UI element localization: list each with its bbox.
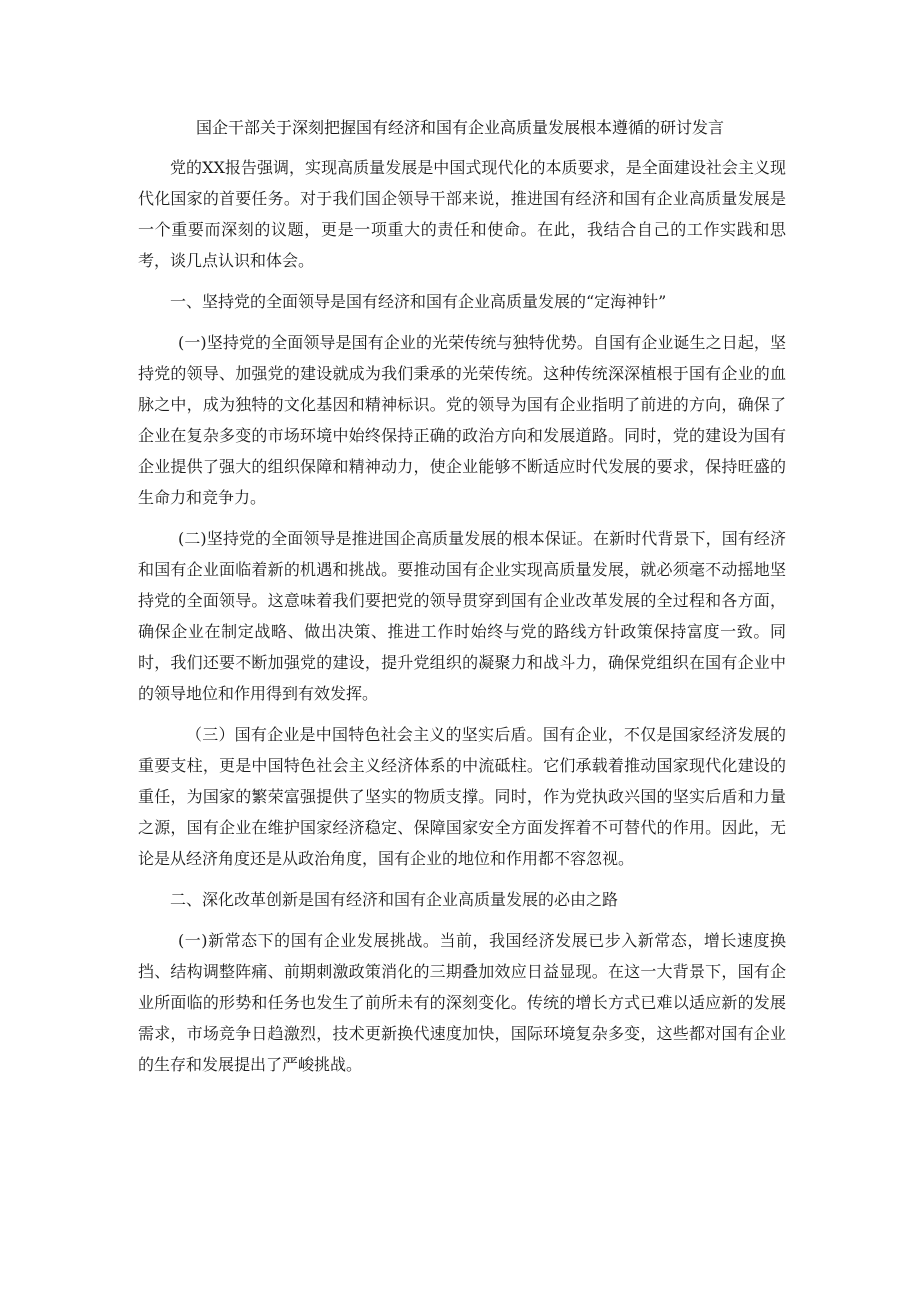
subsection-1-2: (二)坚持党的全面领导是推进国企高质量发展的根本保证。在新时代背景下，国有经济和国有企业面临着新的机遇和挑战。要推动国有企业实现高质量发展，就必须毫不动摇地坚持党的全面领导。这意味着我们要把党的领导贯穿到国有企业改革发展的全过程和各方面，确保企业在制定战略、做出决策、推进工作时始终与党的路线方针政策保持富度一致。同时，我们还要不断加强党的建设，提升党组织的凝聚力和战斗力，确保党组织在国有企业中的领导地位和作用得到有效发挥。 [138, 529, 786, 703]
subsection-2-1: (一)新常态下的国有企业发展挑战。当前，我国经济发展已步入新常态，增长速度换挡、结构调整阵痛、前期刺激政策消化的三期叠加效应日益显现。在这一大背景下，国有企业所面临的形势和任务也发生了前所未有的深刻变化。传统的增长方式已难以适应新的发展需求，市场竞争日趋激烈，技术更新换代速度加快，国际环境复杂多变，这些都对国有企业的生存和发展提出了严峻挑战。 [138, 931, 786, 1074]
section-heading-1: 一、坚持党的全面领导是国有经济和国有企业高质量发展的“定海神针” [170, 292, 667, 311]
subsection-1-1: (一)坚持党的全面领导是国有企业的光荣传统与独特优势。自国有企业诞生之日起，坚持党的领导、加强党的建设就成为我们秉承的光荣传统。这种传统深深植根于国有企业的血脉之中，成为独特的文化基因和精神标识。党的领导为国有企业指明了前进的方向，确保了企业在复杂多变的市场环境中始终保持正确的政治方向和发展道路。同时，党的建设为国有企业提供了强大的组织保障和精神动力，使企业能够不断适应时代发展的要求，保持旺盛的生命力和竞争力。 [138, 333, 786, 507]
section-heading-2: 二、深化改革创新是国有经济和国有企业高质量发展的必由之路 [170, 890, 619, 909]
intro-paragraph: 党的XX报告强调，实现高质量发展是中国式现代化的本质要求，是全面建设社会主义现代化国家的首要任务。对于我们国企领导干部来说，推进国有经济和国有企业高质量发展是一个重要而深刻的议题，更是一项重大的责任和使命。在此，我结合自己的工作实践和思考，谈几点认识和体会。 [138, 158, 786, 270]
document-title: 国企干部关于深刻把握国有经济和国有企业高质量发展根本遵循的研讨发言 [195, 118, 724, 137]
document-body [138, 152, 786, 1090]
subsection-1-3: （三）国有企业是中国特色社会主义的坚实后盾。国有企业，不仅是国家经济发展的重要支柱，更是中国特色社会主义经济体系的中流砥柱。它们承载着推动国家现代化建设的重任，为国家的繁荣富强提供了坚实的物质支撑。同时，作为党执政兴国的坚实后盾和力量之源，国有企业在维护国家经济稳定、保障国家安全方面发挥着不可替代的作用。因此，无论是从经济角度还是从政治角度，国有企业的地位和作用都不容忽视。 [138, 725, 786, 868]
